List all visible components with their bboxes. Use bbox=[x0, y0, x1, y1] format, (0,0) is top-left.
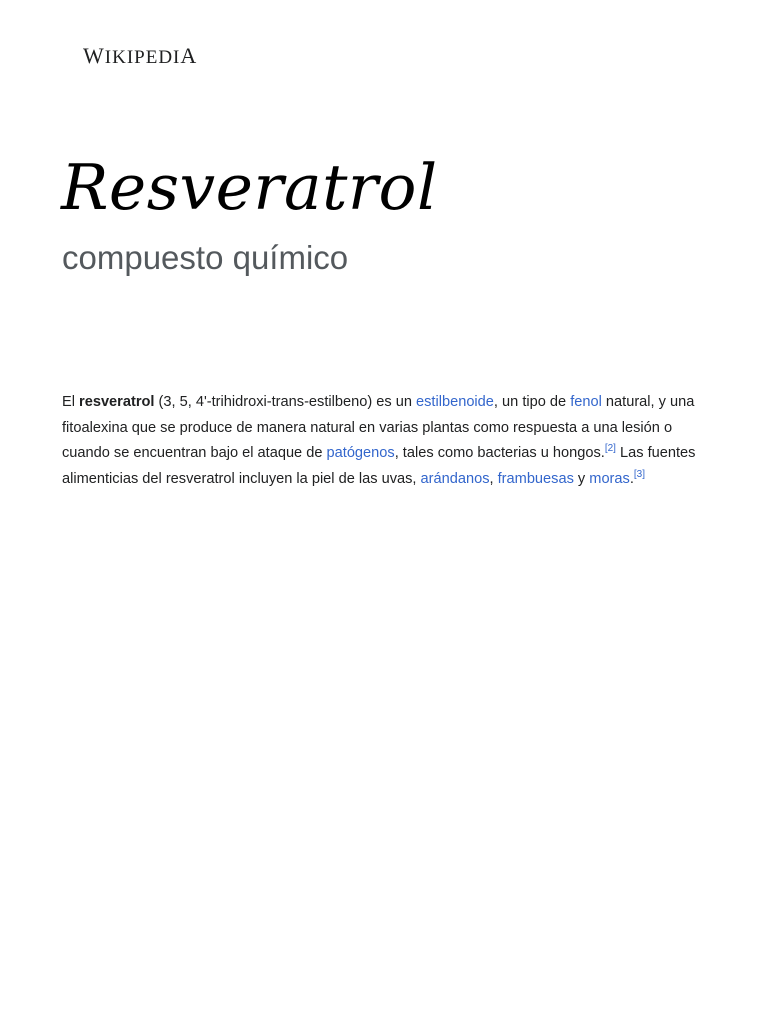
page-title: Resveratrol bbox=[61, 151, 438, 224]
reference-3[interactable] bbox=[634, 469, 645, 480]
link-frambuesas[interactable]: frambuesas bbox=[497, 470, 574, 487]
link-patogenos[interactable]: patógenos bbox=[326, 445, 395, 461]
logo-last-letter: A bbox=[180, 43, 198, 68]
paragraph-text: , tales como bacterias u hongos. bbox=[394, 445, 605, 461]
logo-middle-letters: IKIPEDI bbox=[104, 47, 181, 68]
paragraph-text: , un tipo de bbox=[493, 394, 571, 410]
page-subtitle: compuesto químico bbox=[62, 239, 349, 276]
wikipedia-logo[interactable] bbox=[83, 44, 197, 70]
paragraph-text: Las fuentes alimenticias del resveratrol incluyen la piel de las uvas, bbox=[62, 445, 696, 487]
paragraph-text: . bbox=[629, 470, 634, 487]
reference-2-link[interactable]: [2] bbox=[604, 443, 616, 454]
paragraph-text: natural, y una fitoalexina que se produce de manera natural en varias plantas como respuesta a una lesión o cuando se encuentran bajo el ataque de bbox=[62, 394, 695, 461]
paragraph-text: y bbox=[573, 470, 590, 487]
paragraph-text: (3, 5, 4'-trihidroxi-trans-estilbeno) es un bbox=[154, 394, 417, 410]
reference-3-link[interactable]: [3] bbox=[633, 468, 646, 480]
link-moras[interactable]: moras bbox=[589, 470, 630, 487]
logo-first-letter: W bbox=[83, 43, 105, 68]
bold-term: resveratrol bbox=[79, 394, 155, 410]
article-paragraph bbox=[62, 390, 708, 492]
paragraph-text: El bbox=[62, 394, 80, 410]
link-fenol[interactable]: fenol bbox=[570, 394, 602, 410]
link-estilbenoide[interactable]: estilbenoide bbox=[416, 394, 494, 410]
paragraph-text: , bbox=[489, 470, 498, 487]
link-arandanos[interactable]: arándanos bbox=[420, 470, 490, 487]
reference-2[interactable] bbox=[605, 443, 616, 454]
